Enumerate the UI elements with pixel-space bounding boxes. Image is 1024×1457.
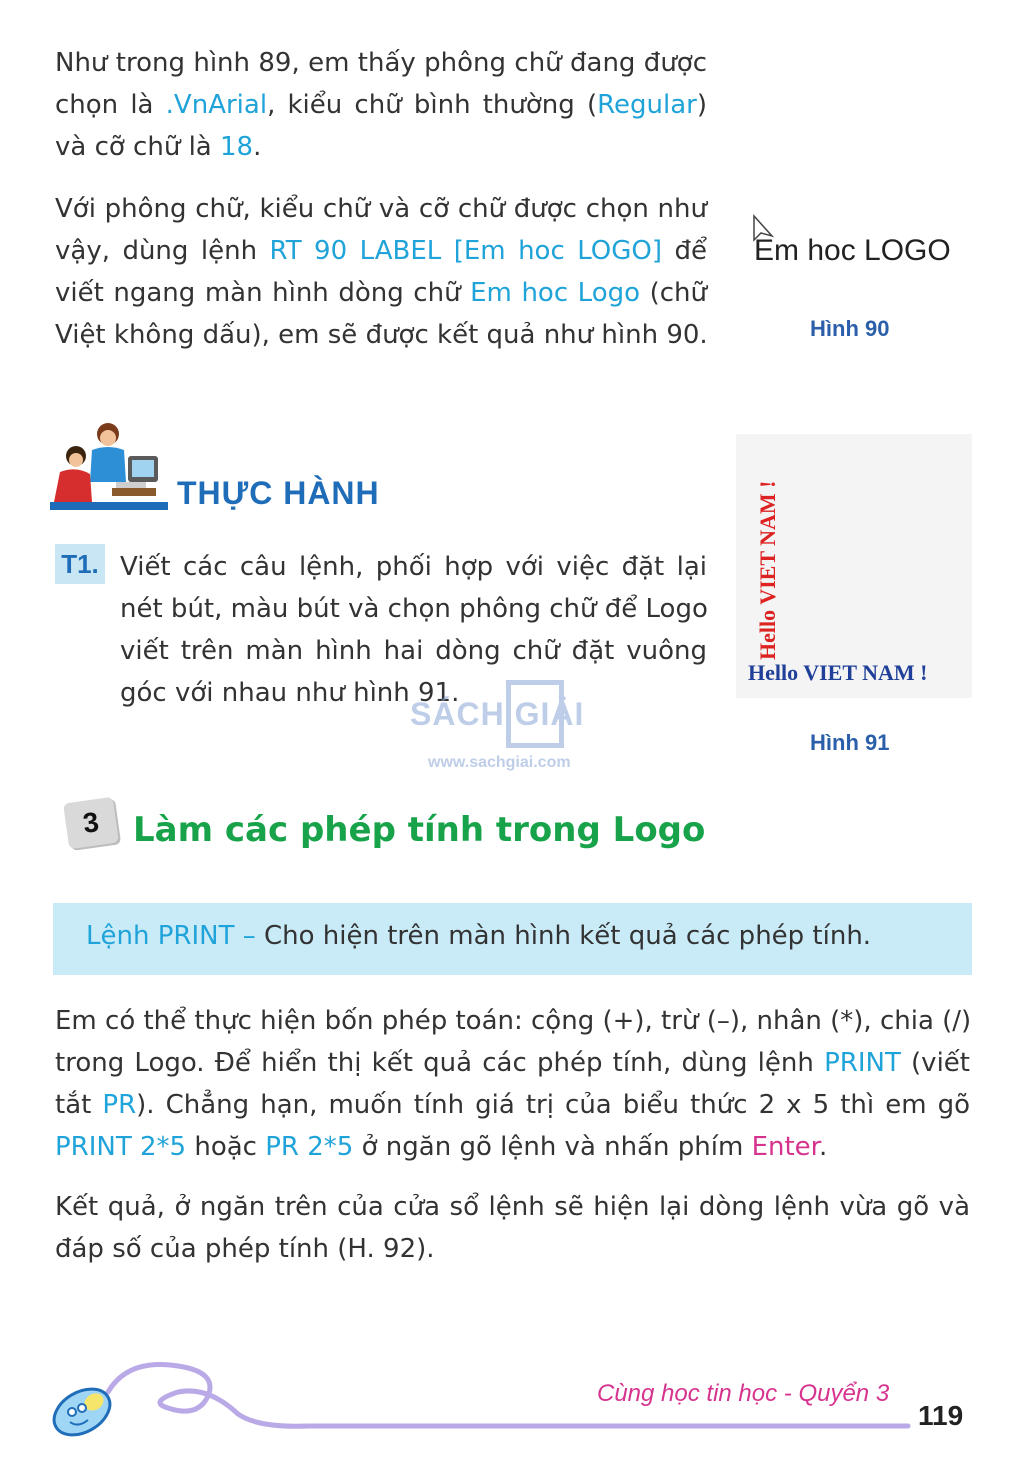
text-span: trong Logo. Để hiển thị kết quả các phép tính, dùng lệnh (55, 1048, 825, 1078)
paragraph-result (55, 1186, 970, 1270)
paragraph-label-command (55, 188, 707, 356)
text-line (55, 1042, 970, 1084)
text-span: (viết (900, 1048, 970, 1078)
text-span: vậy, dùng lệnh (55, 236, 270, 266)
section-title: Làm các phép tính trong Logo (133, 810, 706, 850)
command-text: PRINT 2*5 (55, 1132, 187, 1162)
text-line: đáp số của phép tính (H. 92). (55, 1234, 435, 1264)
text-line (55, 126, 707, 168)
teacher-student-computer-icon (50, 420, 168, 512)
text-line (55, 1084, 970, 1126)
font-size-value: 18 (220, 132, 254, 162)
text-line (55, 272, 707, 314)
text-line (55, 1126, 970, 1168)
text-line: Viết các câu lệnh, phối hợp với việc đặt lại (120, 552, 707, 582)
watermark-text: SÁCH GIẢI (410, 696, 585, 732)
command-name: Lệnh PRINT – (86, 921, 256, 951)
text-line: Kết quả, ở ngăn trên của cửa sổ lệnh sẽ hiện lại dòng lệnh vừa gõ và (55, 1192, 970, 1222)
text-line: góc với nhau như hình 91. (120, 678, 460, 708)
text-span: ) (696, 90, 707, 120)
practice-title: THỰC HÀNH (177, 475, 380, 511)
font-style: Regular (597, 90, 697, 120)
text-line: nét bút, màu bút và chọn phông chữ để Logo (120, 594, 708, 624)
text-span: và cỡ chữ là (55, 132, 220, 162)
definition-box (53, 903, 972, 975)
text-line: Em có thể thực hiện bốn phép toán: cộng (+), trừ (–), nhân (*), chia (/) (55, 1006, 972, 1036)
text-line: Với phông chữ, kiểu chữ và cỡ chữ được chọn như (55, 194, 707, 224)
watermark (410, 680, 620, 780)
figure-90-caption: Hình 90 (810, 316, 890, 341)
paragraph-operations (55, 1000, 970, 1168)
figure-91-caption: Hình 91 (810, 730, 890, 755)
section-number-badge: 3 (63, 797, 119, 850)
page-number: 119 (918, 1400, 964, 1431)
figure-91-horizontal-text: Hello VIET NAM ! (748, 660, 928, 685)
exercise-badge: T1. (55, 544, 105, 584)
text-line: Việt không dấu), em sẽ được kết quả như hình 90. (55, 320, 708, 350)
text-span: ở ngăn gõ lệnh và nhấn phím (353, 1132, 752, 1162)
command-text: RT 90 LABEL [Em hoc LOGO] (269, 236, 663, 266)
command-text: PR (102, 1090, 137, 1120)
figure-90-output: Em hoc LOGO (754, 234, 951, 267)
text-line (55, 84, 707, 126)
text-span: tắt (55, 1090, 103, 1120)
watermark-url: www.sachgiai.com (428, 754, 571, 771)
text-span: hoặc (186, 1132, 266, 1162)
text-span: . (818, 1132, 828, 1162)
paragraph-font-selection (55, 42, 707, 168)
command-description: Cho hiện trên màn hình kết quả các phép tính. (255, 921, 872, 951)
key-name: Enter (751, 1132, 819, 1162)
text-line: Như trong hình 89, em thấy phông chữ đang được (55, 48, 707, 78)
text-line: viết trên màn hình hai dòng chữ đặt vuông (120, 636, 707, 666)
text-span: (chữ (640, 278, 707, 308)
text-span: chọn là (55, 90, 166, 120)
text-span: , kiểu chữ bình thường ( (267, 90, 598, 120)
text-line (55, 230, 707, 272)
command-text: PRINT (824, 1048, 901, 1078)
definition-text (86, 921, 871, 951)
figure-91-vertical-text: Hello VIET NAM ! (755, 480, 780, 660)
book-title: Cùng học tin học - Quyển 3 (597, 1380, 890, 1407)
font-name: .VnArial (165, 90, 268, 120)
text-span: ). Chẳng hạn, muốn tính giá trị của biểu thức 2 x 5 thì em gõ (136, 1090, 970, 1120)
text-span: viết ngang màn hình dòng chữ (55, 278, 471, 308)
text-span: . (253, 132, 262, 162)
command-text: PR 2*5 (265, 1132, 354, 1162)
label-text: Em hoc Logo (470, 278, 641, 308)
text-span: để (662, 236, 707, 266)
